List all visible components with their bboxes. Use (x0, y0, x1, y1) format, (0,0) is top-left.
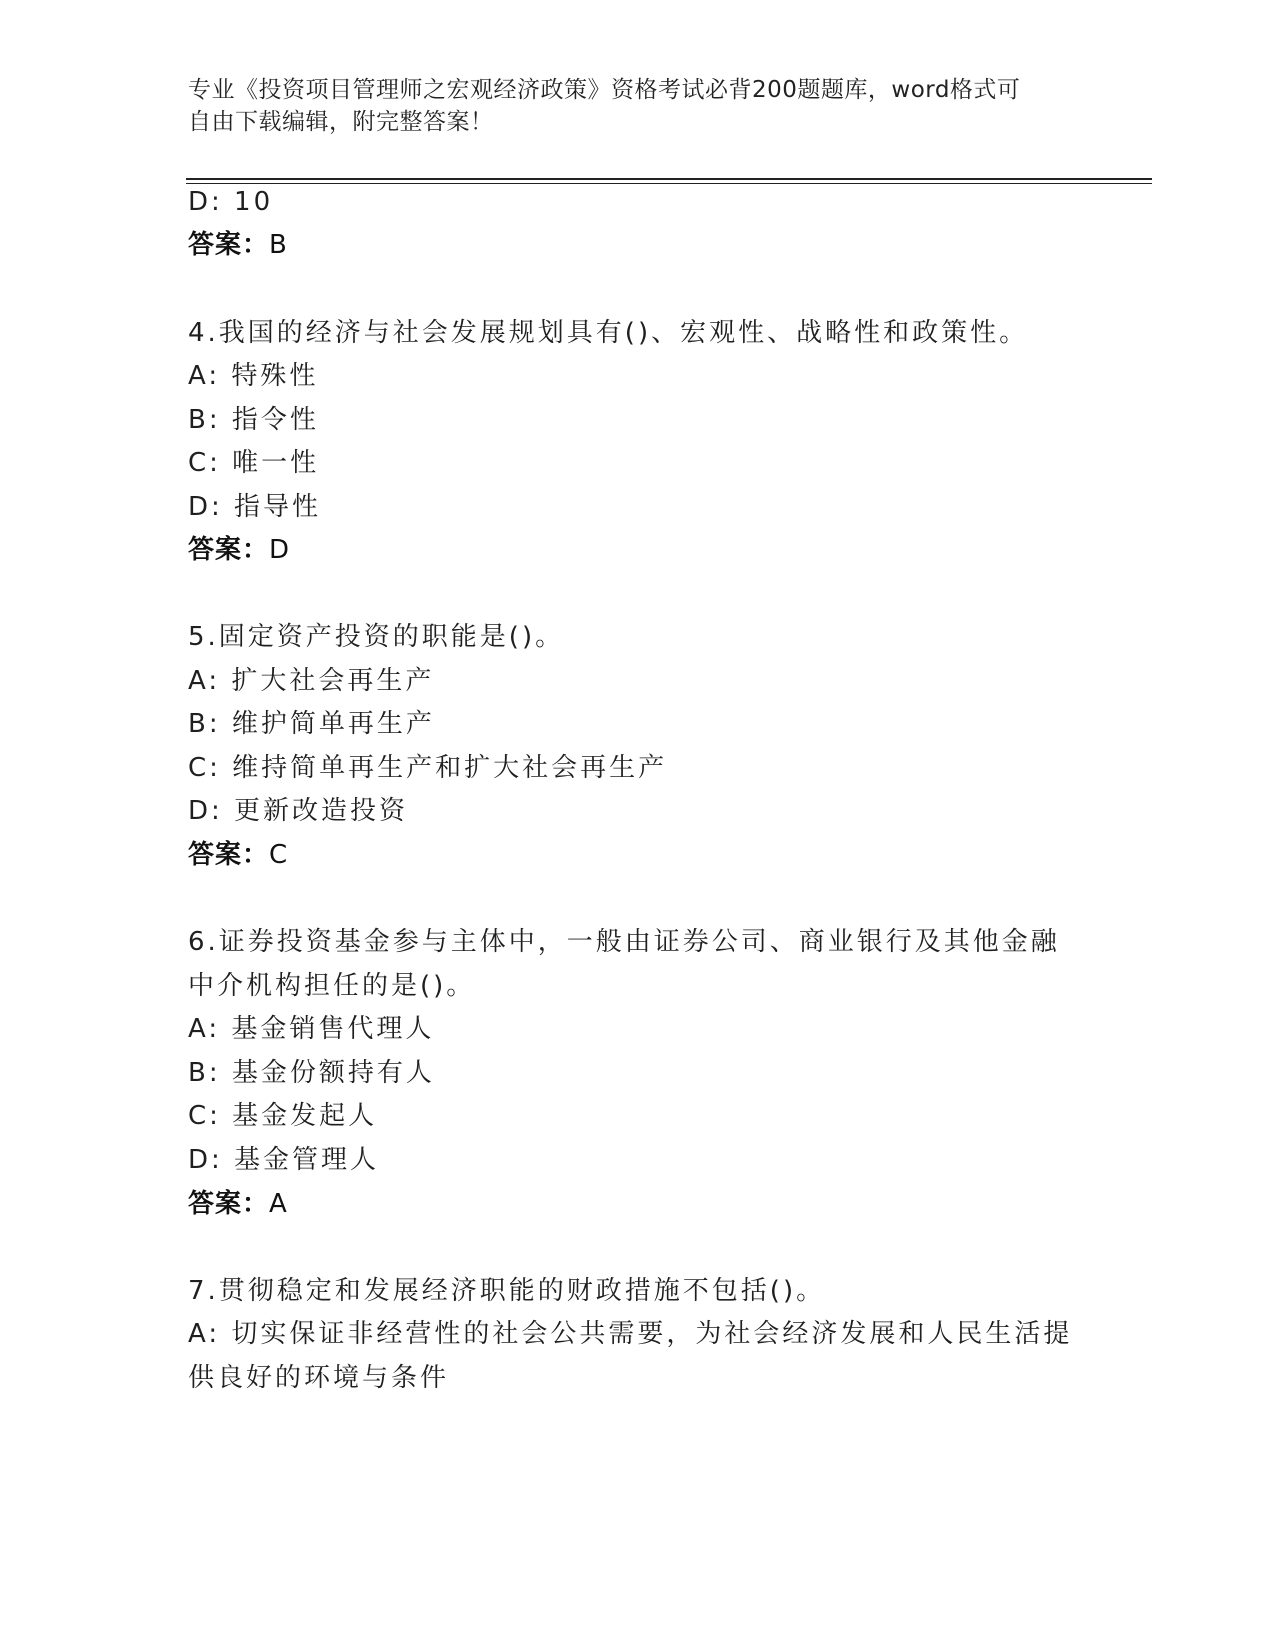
answer-label: 答案： (188, 230, 270, 260)
header-divider-thick (186, 178, 1152, 180)
answer-value: C (269, 840, 289, 870)
question-4-option-c: C: 唯一性 (188, 448, 320, 478)
question-4-answer (188, 534, 290, 566)
question-5-option-c: C: 维持简单再生产和扩大社会再生产 (188, 753, 668, 783)
question-6-answer (188, 1188, 288, 1220)
answer-label: 答案： (188, 1189, 270, 1219)
header-divider-thin (186, 183, 1152, 184)
question-4-option-d: D: 指导性 (188, 492, 322, 522)
question-6-option-c: C: 基金发起人 (188, 1101, 378, 1131)
prev-answer (188, 229, 288, 261)
question-6-option-a: A: 基金销售代理人 (188, 1014, 435, 1044)
header-line-2: 自由下载编辑，附完整答案！ (188, 109, 494, 135)
answer-label: 答案： (188, 535, 270, 565)
question-5-stem: 5.固定资产投资的职能是()。 (188, 622, 565, 652)
question-5-option-d: D: 更新改造投资 (188, 796, 409, 826)
header-line-1: 专业《投资项目管理师之宏观经济政策》资格考试必背200题题库，word格式可 (188, 77, 1021, 103)
question-5-option-a: A: 扩大社会再生产 (188, 666, 435, 696)
question-7-option-a-line-2: 供良好的环境与条件 (188, 1363, 450, 1393)
answer-value: A (269, 1189, 288, 1219)
question-6-option-d: D: 基金管理人 (188, 1145, 380, 1175)
question-6-stem-line-1: 6.证券投资基金参与主体中，一般由证券公司、商业银行及其他金融 (188, 927, 1060, 957)
question-4-option-a: A: 特殊性 (188, 361, 319, 391)
question-7-option-a-line-1: A: 切实保证非经营性的社会公共需要，为社会经济发展和人民生活提 (188, 1319, 1073, 1349)
document-header (188, 74, 1068, 138)
question-4-option-b: B: 指令性 (188, 405, 319, 435)
question-4-stem: 4.我国的经济与社会发展规划具有()、宏观性、战略性和政策性。 (188, 318, 1029, 348)
question-5-answer (188, 839, 288, 871)
answer-label: 答案： (188, 840, 270, 870)
answer-value: D (269, 535, 291, 565)
prev-option-d: D: 10 (188, 187, 274, 217)
question-6-option-b: B: 基金份额持有人 (188, 1058, 435, 1088)
question-5-option-b: B: 维护简单再生产 (188, 709, 435, 739)
question-6-stem-line-2: 中介机构担任的是()。 (188, 971, 476, 1001)
answer-value: B (269, 230, 288, 260)
question-7-stem: 7.贯彻稳定和发展经济职能的财政措施不包括()。 (188, 1276, 826, 1306)
